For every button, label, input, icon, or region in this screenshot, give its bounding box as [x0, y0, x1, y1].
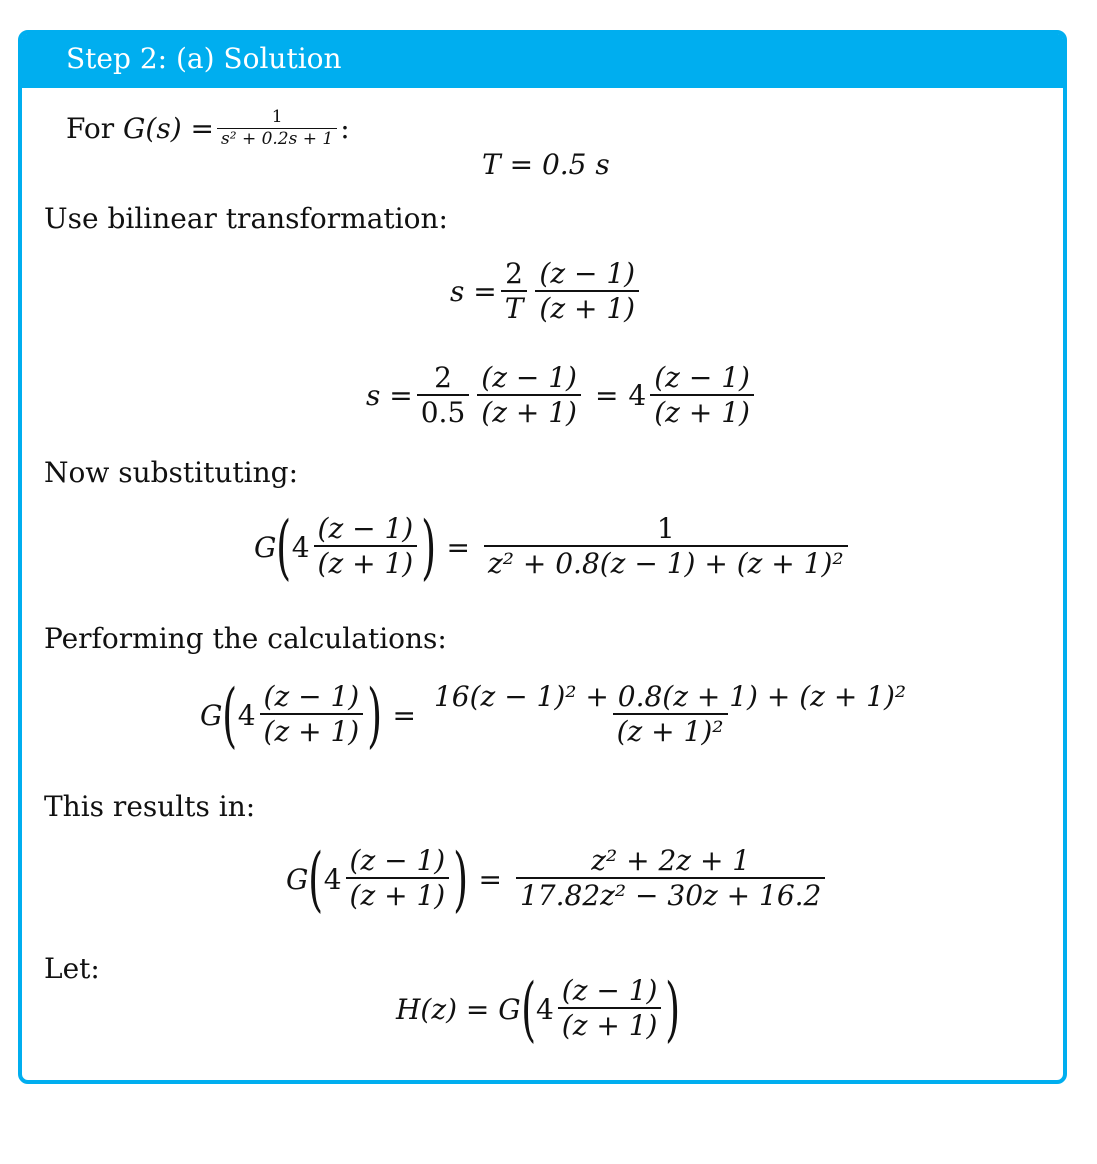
result-fraction: [516, 845, 825, 913]
inner-fraction-4: [558, 975, 662, 1043]
two-over-half: [417, 362, 470, 430]
z-fraction: [535, 258, 639, 326]
result-denominator: 17.82z² − 30z + 16.2: [516, 877, 825, 913]
h-of-z-lhs: H(z) = G: [396, 992, 521, 1026]
substitution-numerator: 1: [656, 512, 675, 546]
now-substituting-text: Now substituting:: [44, 456, 299, 489]
let-text: Let:: [44, 952, 100, 985]
g-of-s-definition: [66, 108, 350, 149]
calculation-denominator: (z + 1)²: [613, 713, 728, 749]
h-of-z-equation: [396, 968, 681, 1050]
equals-sign-3: =: [392, 698, 416, 732]
two-over-t: [501, 258, 528, 326]
four-inner-3: 4: [323, 862, 342, 896]
colon: :: [340, 111, 350, 145]
z-minus-one: (z − 1): [539, 257, 636, 290]
t-denominator: T: [501, 290, 528, 326]
z-plus-one: (z + 1): [535, 290, 639, 326]
calculation-equation: [200, 674, 914, 756]
left-paren-4: (: [520, 968, 536, 1050]
inner-z-plus-one-4: (z + 1): [558, 1007, 662, 1043]
numeric-lhs: s =: [366, 379, 413, 413]
right-paren-2: ): [367, 674, 383, 756]
inner-z-minus-one: (z − 1): [317, 512, 414, 546]
inner-z-plus-one-3: (z + 1): [346, 877, 450, 913]
box-header: [22, 34, 1063, 88]
z-minus-one-3: (z − 1): [654, 361, 750, 394]
right-paren: ): [421, 506, 437, 588]
g-of-s-denominator: s² + 0.2s + 1: [217, 128, 337, 149]
substitution-denominator: z² + 0.8(z − 1) + (z + 1)²: [484, 545, 848, 581]
inner-fraction-2: [260, 681, 364, 749]
left-paren-3: (: [308, 838, 324, 920]
right-paren-3: ): [453, 838, 469, 920]
half-denominator: 0.5: [417, 394, 470, 430]
calculation-fraction: [430, 681, 910, 749]
calculation-numerator: 16(z − 1)² + 0.8(z + 1) + (z + 1)²: [433, 680, 907, 714]
inner-z-minus-one-2: (z − 1): [263, 680, 360, 714]
g-symbol: G: [254, 530, 277, 564]
bilinear-numeric-equation: [366, 362, 758, 430]
two-numerator: 2: [505, 257, 523, 290]
right-paren-4: ): [665, 968, 681, 1050]
inner-z-minus-one-4: (z − 1): [561, 974, 658, 1008]
z-plus-one-3: (z + 1): [650, 394, 754, 430]
use-bilinear-text: Use bilinear transformation:: [44, 202, 448, 235]
inner-z-plus-one: (z + 1): [314, 545, 418, 581]
z-fraction-2: [477, 362, 581, 430]
left-paren: (: [276, 506, 292, 588]
z-minus-one-2: (z − 1): [481, 361, 577, 394]
results-in-text: This results in:: [44, 790, 256, 823]
left-paren-2: (: [222, 674, 238, 756]
sampling-period: T = 0.5 s: [482, 148, 610, 181]
z-plus-one-2: (z + 1): [477, 394, 581, 430]
box-title: Step 2: (a) Solution: [66, 42, 342, 75]
substitution-equation: [254, 506, 852, 588]
g-symbol-2: G: [200, 698, 223, 732]
bilinear-equation: [450, 258, 643, 326]
result-equation: [286, 838, 829, 920]
equals-sign-2: =: [446, 530, 470, 564]
inner-z-minus-one-3: (z − 1): [349, 844, 446, 878]
z-fraction-3: [650, 362, 754, 430]
inner-z-plus-one-2: (z + 1): [260, 713, 364, 749]
inner-fraction-3: [346, 845, 450, 913]
g-of-s-fraction: [217, 108, 337, 149]
for-label: For: [66, 111, 115, 145]
result-numerator: z² + 2z + 1: [591, 844, 751, 878]
four-inner: 4: [291, 530, 310, 564]
performing-text: Performing the calculations:: [44, 622, 447, 655]
g-symbol-3: G: [286, 862, 309, 896]
g-of-s-numerator: 1: [271, 107, 283, 127]
equals-sign: =: [594, 379, 619, 413]
sampling-period-equation: [482, 148, 610, 181]
bilinear-lhs: s =: [450, 275, 497, 309]
four-coefficient: 4: [628, 379, 647, 413]
equals-sign-4: =: [478, 862, 502, 896]
four-inner-4: 4: [535, 992, 554, 1026]
substitution-fraction: [484, 513, 848, 581]
four-inner-2: 4: [237, 698, 256, 732]
inner-fraction: [314, 513, 418, 581]
two-numerator-2: 2: [434, 361, 452, 394]
g-of-s-lhs: G(s) =: [123, 111, 214, 145]
